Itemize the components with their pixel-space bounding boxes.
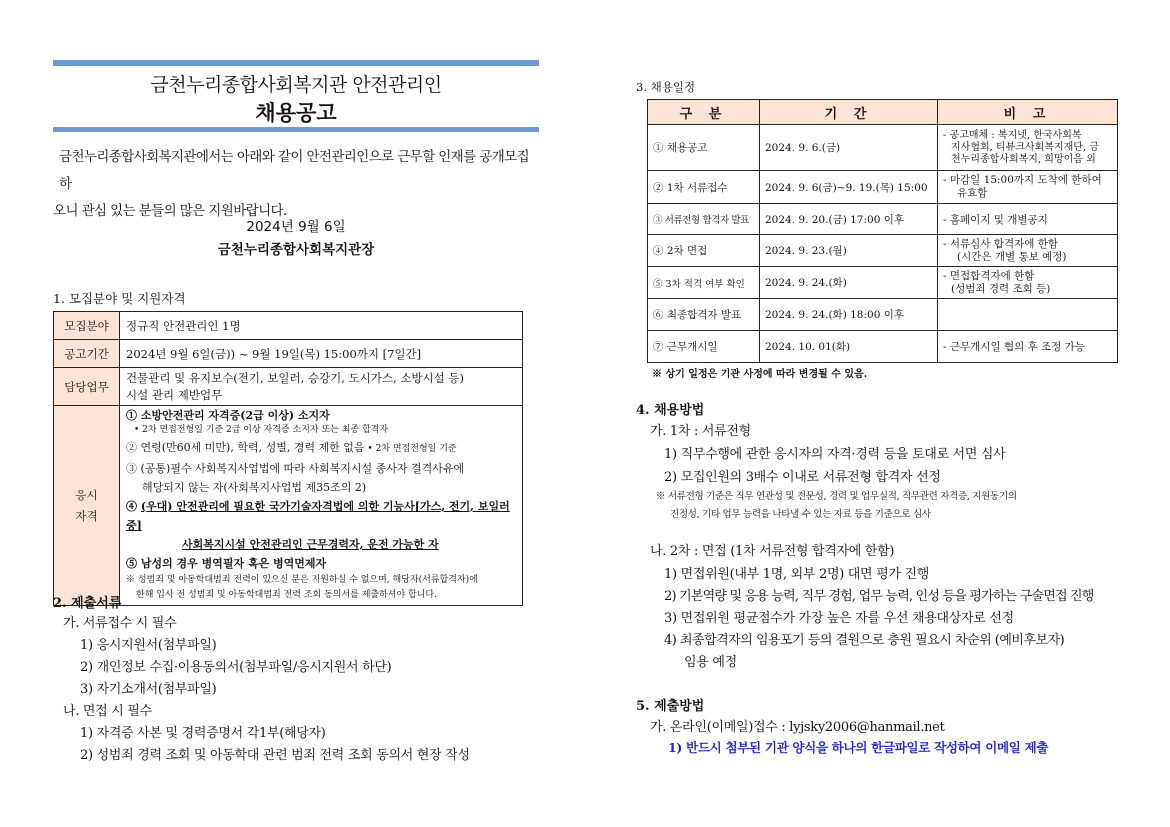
qual-item-4-prefix: ④: [126, 500, 141, 513]
note-line: - 면접합격자에 한함: [943, 269, 1035, 282]
table-row: [54, 406, 523, 606]
table-row: [648, 331, 1118, 363]
col-header-note: 비 고: [938, 100, 1118, 125]
stage-cell: ② 1차 서류접수: [648, 171, 760, 204]
col-header-period: 기 간: [760, 100, 938, 125]
method-note-2: 진정성, 기타 업무 능력을 나타낼 수 있는 자료 등을 기준으로 심사: [670, 509, 931, 520]
stage-cell: ④ 2차 면접: [648, 235, 760, 267]
email-label: 가. 온라인(이메일)접수 :: [650, 720, 790, 735]
qual-item-4-cont: 사회복지시설 안전관리인 근무경력자, 운전 가능한 자: [182, 538, 439, 551]
schedule-table: [647, 99, 1118, 363]
section4-a-title: 가. 1차 : 서류전형: [650, 424, 751, 439]
qual-item-2: [126, 438, 516, 459]
method-item: 3) 면접위원 평균점수가 가장 높은 자를 우선 채용대상자로 선정: [664, 611, 1014, 626]
table-row: [648, 267, 1118, 299]
doc-item: 1) 자격증 사본 및 경력증명서 각1부(해당자): [80, 726, 326, 741]
doc-item: 2) 개인정보 수집·이용동의서(첨부파일/응시지원서 하단): [80, 660, 392, 675]
qual-item-4: [126, 497, 516, 535]
note-line: - 공고매체 : 복지넷, 한국사회복: [943, 129, 1082, 141]
note-line: - 서류심사 합격자에 한함: [943, 237, 1058, 250]
duty-line-2: 시설 관리 제반업무: [126, 387, 223, 402]
qual-item-2-note: • 2차 면접전형일 기준: [364, 444, 457, 454]
recruitment-table: [53, 311, 523, 606]
page-title: 금천누리종합사회복지관 안전관리인: [150, 74, 442, 96]
qual-item-3: ③ (공통)필수 사회복지사업법에 따라 사회복지시설 종사자 결격사유에: [126, 462, 465, 475]
email-line: [650, 716, 945, 735]
table-row: [648, 299, 1118, 331]
table-row: [648, 204, 1118, 235]
note-line: - 마감일 15:00까지 도착에 한하여: [943, 174, 1102, 186]
section5-title: 5. 제출방법: [636, 699, 705, 714]
note-cell: [938, 125, 1118, 171]
section2-a-title: 가. 서류접수 시 필수: [63, 616, 177, 631]
section4-b-title: 나. 2차 : 면접 (1차 서류전형 합격자에 한함): [650, 544, 895, 559]
note-cell: [938, 235, 1118, 267]
method-item: 4) 최종합격자의 임용포기 등의 결원으로 충원 필요시 차순위 (예비후보자): [664, 633, 1065, 648]
section2-title: 2. 제출서류: [53, 596, 122, 611]
intro-line-2: 오니 관심 있는 분들의 많은 지원바랍니다.: [53, 203, 287, 219]
section3-title: 3. 채용일정: [636, 80, 696, 94]
row-value: 2024년 9월 6일(금)) ~ 9월 19일(목) 15:00까지 [7일간]: [120, 340, 523, 368]
doc-item: 2) 성범죄 경력 조회 및 아동학대 관련 범죄 전력 조회 동의서 현장 작성: [80, 748, 470, 763]
title-top-bar: [53, 60, 539, 66]
note-line: (성범죄 경력 조회 등): [951, 282, 1051, 295]
note-line: (시간은 개별 통보 예정): [957, 250, 1067, 263]
table-row: [54, 312, 523, 340]
row-label: 공고기간: [54, 340, 120, 368]
table-row: [54, 340, 523, 368]
section2-b-title: 나. 면접 시 필수: [63, 704, 152, 719]
title-bottom-bar: [53, 127, 539, 132]
note-line: 천누리종합사회복지, 희망이음 외: [951, 153, 1096, 165]
period-cell: 2024. 9. 24.(화): [760, 267, 938, 299]
organization-name: 금천누리종합사회복지관장: [217, 242, 375, 258]
duty-line-1: 건물관리 및 유지보수(전기, 보일러, 승강기, 도시가스, 소방시설 등): [126, 370, 465, 385]
note-cell: [938, 299, 1118, 331]
note-cell: - 홈페이지 및 개별공지: [938, 204, 1118, 235]
table-row: [648, 235, 1118, 267]
period-cell: 2024. 9. 6(금)~9. 19.(목) 15:00: [760, 171, 938, 204]
method-item: 1) 직무수행에 관한 응시자의 자격·경력 등을 토대로 서면 심사: [664, 447, 1006, 462]
row-label: 모집분야: [54, 312, 120, 340]
qual-note-1: ※ 성범죄 및 아동학대범죄 전력이 있으신 분은 지원하실 수 없으며, 해당자(서류합격자)에: [126, 575, 478, 585]
table-row: [54, 368, 523, 406]
qual-note-2: 한해 입사 전 성범죄 및 아동학대범죄 전력 조회 동의서를 제출하셔야 합니다.: [136, 590, 437, 600]
qual-item-3-cont: 해당되지 않는 자(사회복지사업법 제35조의 2): [142, 481, 367, 494]
row-value: [120, 368, 523, 406]
method-item: 2) 기본역량 및 응용 능력, 직무 경험, 업무 능력, 인성 등을 평가하는 구술면접 진행: [664, 589, 1094, 604]
method-item: 2) 모집인원의 3배수 이내로 서류전형 합격자 선정: [664, 470, 941, 485]
method-item-cont: 임용 예정: [684, 655, 737, 670]
section4-title: 4. 채용방법: [636, 403, 705, 418]
stage-cell: ⑥ 최종합격자 발표: [648, 299, 760, 331]
method-note-1: ※ 서류전형 기준은 직무 연관성 및 전문성, 경력 및 업무실적, 직무관련 자격증, 지원동기의: [656, 491, 1017, 502]
qual-item-4-text: (우대) 안전관리에 필요한 국가기술자격법에 의한 기능사[가스, 전기, 보일러 중]: [126, 500, 510, 532]
intro-line-1: 금천누리종합사회복지관에서는 아래와 같이 안전관리인으로 근무할 인재를 공개모집 하: [59, 149, 530, 192]
col-header-stage: 구 분: [648, 100, 760, 125]
note-line: 지사협회, 티뷰크사회복지재단, 금: [951, 141, 1099, 153]
table-header-row: [648, 100, 1118, 125]
row-label: 담당업무: [54, 368, 120, 406]
qual-item-2-text: ② 연령(만60세 미만), 학력, 성별, 경력 제한 없음: [126, 441, 365, 454]
note-cell: [938, 171, 1118, 204]
period-cell: 2024. 9. 6.(금): [760, 125, 938, 171]
table-row: [648, 125, 1118, 171]
period-cell: 2024. 9. 23.(월): [760, 235, 938, 267]
table-row: [648, 171, 1118, 204]
period-cell: 2024. 9. 24.(화) 18:00 이후: [760, 299, 938, 331]
announcement-date: 2024년 9월 6일: [246, 219, 346, 235]
stage-cell: ⑦ 근무개시일: [648, 331, 760, 363]
stage-cell: ③ 서류전형 합격자 발표: [648, 204, 760, 235]
period-cell: 2024. 10. 01(화): [760, 331, 938, 363]
note-cell: - 근무개시일 협의 후 조정 가능: [938, 331, 1118, 363]
qualification-list: [120, 406, 523, 606]
note-cell: [938, 267, 1118, 299]
schedule-footnote: ※ 상기 일정은 기관 사정에 따라 변경될 수 있음.: [652, 369, 868, 380]
stage-cell: ⑤ 3차 적격 여부 확인: [648, 267, 760, 299]
submission-instruction: 1) 반드시 첨부된 기관 양식을 하나의 한글파일로 작성하여 이메일 제출: [668, 740, 1049, 755]
qual-label-2: 자격: [75, 508, 98, 523]
page-subtitle: 채용공고: [255, 100, 337, 125]
period-cell: 2024. 9. 20.(금) 17:00 이후: [760, 204, 938, 235]
stage-cell: ① 채용공고: [648, 125, 760, 171]
qual-item-5: ⑤ 남성의 경우 병역필자 혹은 병역면제자: [126, 557, 327, 570]
intro-text: [53, 144, 539, 225]
section1-title: 1. 모집분야 및 지원자격: [53, 291, 186, 306]
method-item: 1) 면접위원(내부 1명, 외부 2명) 대면 평가 진행: [664, 567, 930, 582]
email-link[interactable]: lyjsky2006@hanmail.net: [789, 720, 945, 735]
row-value: 정규직 안전관리인 1명: [120, 312, 523, 340]
qual-label-1: 응시: [75, 487, 98, 502]
doc-item: 3) 자기소개서(첨부파일): [80, 682, 217, 697]
row-label: [54, 406, 120, 606]
qual-item-1-note: • 2차 면접전형일 기준 2급 이상 자격증 소지자 또는 최종 합격자: [134, 425, 389, 435]
qual-item-1: ① 소방안전관리 자격증(2급 이상) 소지자: [126, 409, 330, 422]
note-line: 유효함: [957, 187, 988, 199]
doc-item: 1) 응시지원서(첨부파일): [80, 638, 217, 653]
